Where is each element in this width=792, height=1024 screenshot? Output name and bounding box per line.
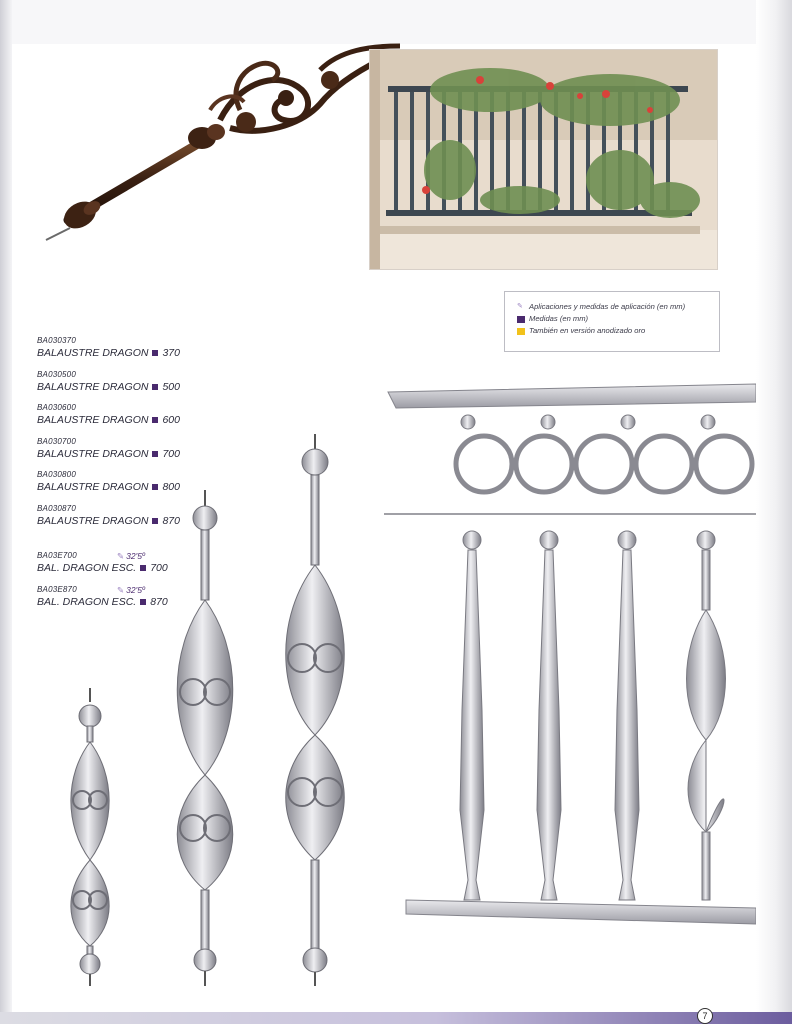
measure-square-icon xyxy=(152,350,158,356)
product-size: 700 xyxy=(162,447,180,460)
measure-square-icon xyxy=(517,316,525,323)
product-name: BAL. DRAGON ESC. xyxy=(37,562,137,574)
scan-edge-left xyxy=(0,0,12,1024)
product-name: BAL. DRAGON ESC. xyxy=(37,595,137,608)
top-margin xyxy=(12,0,772,44)
product-angle: 32'5º xyxy=(126,584,146,595)
product-code: BA030700 xyxy=(37,436,76,446)
product-code: BA03E700 xyxy=(37,551,77,560)
product-name: BALAUSTRE DRAGON xyxy=(37,447,149,460)
bronze-baluster-image xyxy=(40,40,420,250)
product-size: 700 xyxy=(150,562,168,574)
product-code: BA030870 xyxy=(37,503,76,513)
legend-measures xyxy=(517,313,709,325)
product-size: 500 xyxy=(162,380,180,393)
silver-balusters-image xyxy=(50,430,350,990)
product-size: 870 xyxy=(150,595,168,608)
product-code: BA03E870 xyxy=(37,584,77,594)
product-code: BA030370 xyxy=(37,336,76,345)
product-code: BA030500 xyxy=(37,369,76,379)
product-item xyxy=(37,336,187,370)
product-size: 370 xyxy=(162,347,180,359)
product-code: BA030800 xyxy=(37,470,76,479)
measure-square-icon xyxy=(152,384,158,390)
application-icon: ✎ xyxy=(517,303,523,310)
legend-measures-label: Medidas (en mm) xyxy=(529,314,589,323)
product-code: BA030600 xyxy=(37,403,76,412)
gold-square-icon xyxy=(517,328,525,335)
application-icon: ✎ xyxy=(117,584,125,595)
product-name: BALAUSTRE DRAGON xyxy=(37,380,149,393)
legend-applications-label: Aplicaciones y medidas de aplicación (en mm) xyxy=(529,302,686,311)
footer-bar xyxy=(0,1012,792,1024)
legend-applications xyxy=(517,301,709,313)
product-size: 600 xyxy=(162,414,180,426)
page-number: 7 xyxy=(697,1008,713,1024)
product-name: BALAUSTRE DRAGON xyxy=(37,481,149,493)
railing-assembly-image xyxy=(384,380,756,960)
application-icon: ✎ xyxy=(117,551,125,561)
product-name: BALAUSTRE DRAGON xyxy=(37,514,149,527)
product-item xyxy=(37,370,187,404)
legend-gold-label: También en versión anodizado oro xyxy=(529,326,646,335)
product-name: BALAUSTRE DRAGON xyxy=(37,414,149,426)
legend-gold xyxy=(517,325,709,337)
product-angle: 32'5º xyxy=(126,551,146,561)
balcony-photo xyxy=(369,49,718,270)
product-size: 800 xyxy=(162,481,180,493)
scan-edge-right xyxy=(756,0,792,1024)
legend-box xyxy=(504,291,720,352)
measure-square-icon xyxy=(152,417,158,423)
product-size: 870 xyxy=(162,514,180,527)
product-name: BALAUSTRE DRAGON xyxy=(37,347,149,359)
